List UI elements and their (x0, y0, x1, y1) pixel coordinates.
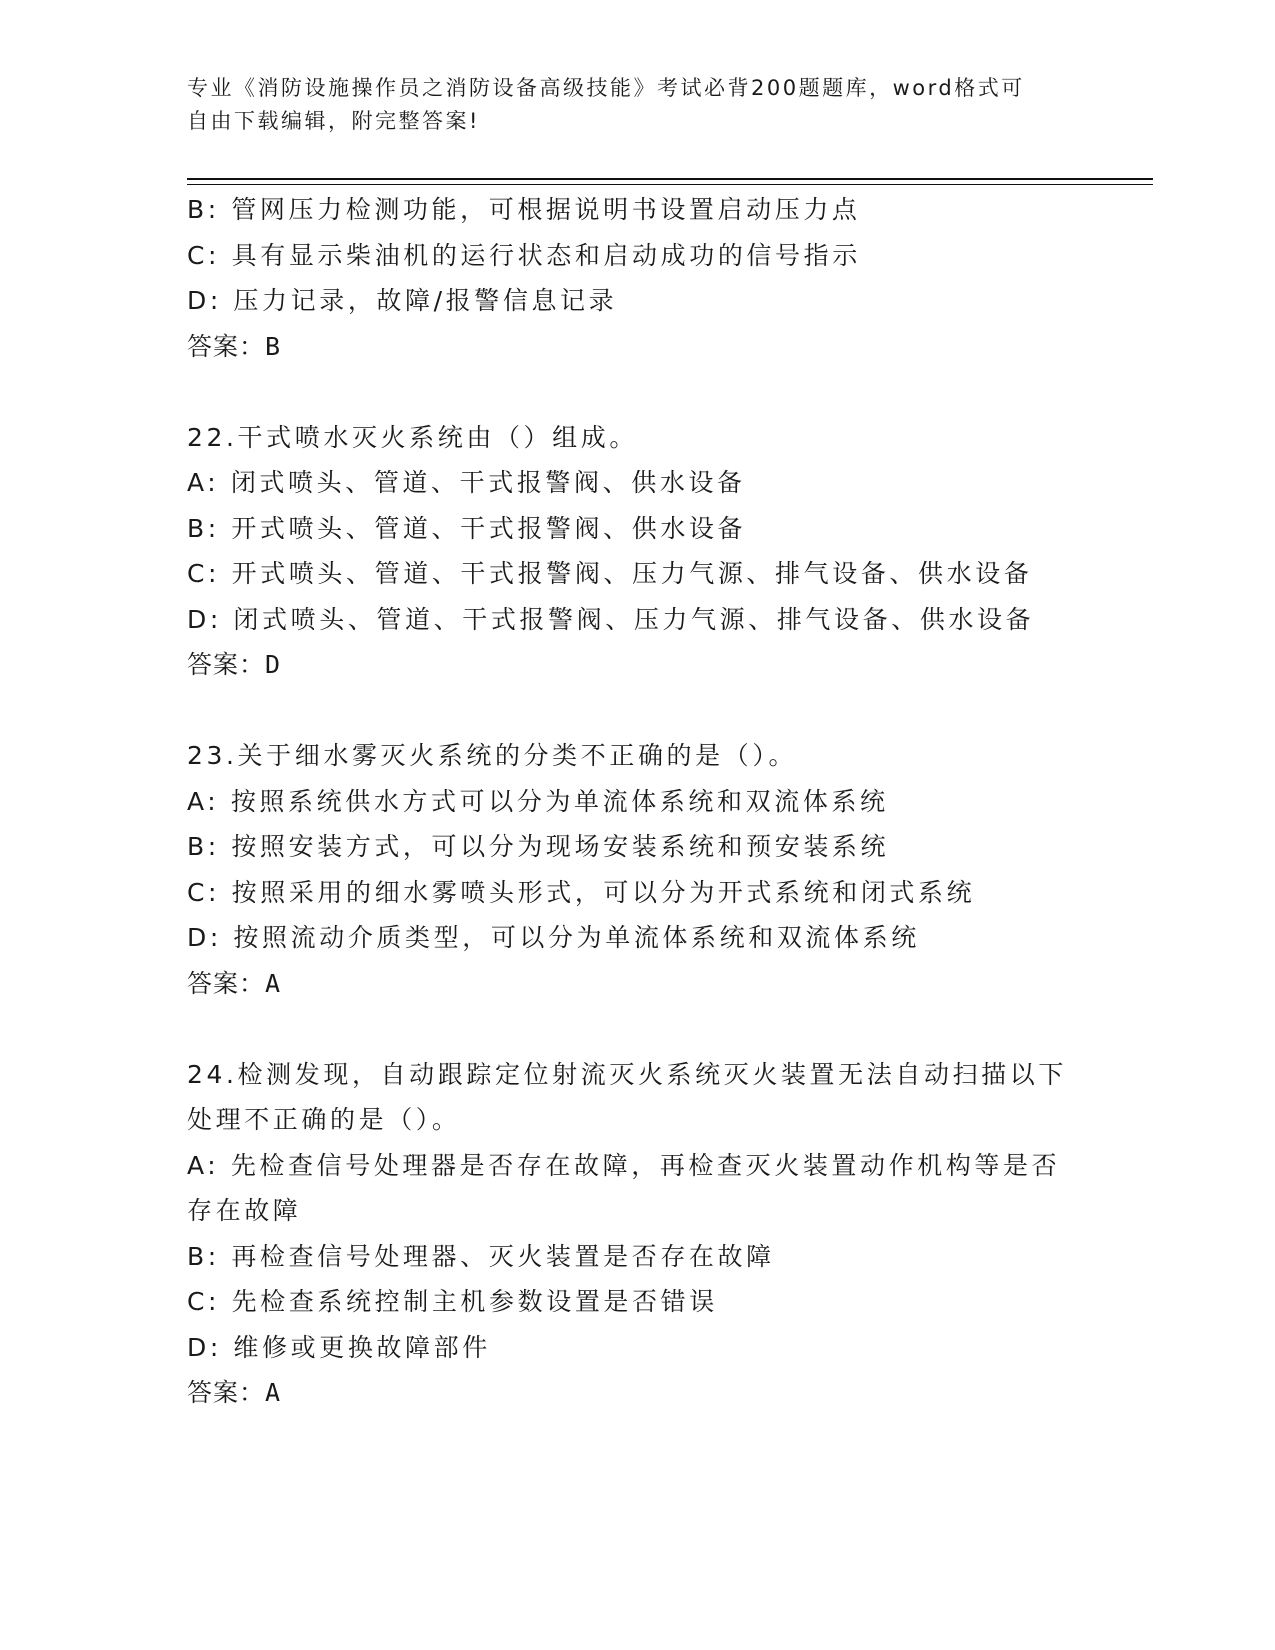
option-c: C: 具有显示柴油机的运行状态和启动成功的信号指示 (187, 240, 861, 270)
answer-label: 答案： (187, 650, 266, 679)
answer-line (187, 1370, 1087, 1416)
header-divider-thick (187, 178, 1153, 180)
question-24 (187, 1052, 1087, 1416)
answer-label: 答案： (187, 1378, 266, 1407)
question-stem: 22.干式喷水灭火系统由（）组成。 (187, 422, 638, 452)
header-divider-thin (187, 184, 1153, 185)
document-header (187, 72, 1067, 138)
option-a-line-2: 存在故障 (187, 1196, 302, 1225)
option-d: D: 闭式喷头、管道、干式报警阀、压力气源、排气设备、供水设备 (187, 604, 1035, 634)
option-b: B: 管网压力检测功能，可根据说明书设置启动压力点 (187, 195, 861, 224)
answer-label: 答案： (187, 331, 266, 361)
question-stem: 23.关于细水雾灭火系统的分类不正确的是（）。 (187, 741, 798, 770)
option-c: C: 开式喷头、管道、干式报警阀、压力气源、排气设备、供水设备 (187, 559, 1033, 588)
answer-value: B (265, 331, 282, 361)
question-stem-line-2: 处理不正确的是（）。 (187, 1105, 461, 1134)
option-c: C: 按照采用的细水雾喷头形式，可以分为开式系统和闭式系统 (187, 877, 976, 907)
answer-value: D (265, 650, 282, 679)
spacer (187, 369, 1087, 415)
option-d: D: 按照流动介质类型，可以分为单流体系统和双流体系统 (187, 923, 920, 952)
spacer (187, 1006, 1087, 1052)
option-a: A: 按照系统供水方式可以分为单流体系统和双流体系统 (187, 786, 889, 816)
question-list (187, 187, 1087, 1416)
question-stem-line-1: 24.检测发现，自动跟踪定位射流灭火系统灭火装置无法自动扫描以下 (187, 1059, 1067, 1089)
option-a: A: 闭式喷头、管道、干式报警阀、供水设备 (187, 468, 746, 497)
answer-line (187, 324, 1087, 370)
option-b: B: 开式喷头、管道、干式报警阀、供水设备 (187, 513, 747, 543)
answer-line (187, 642, 1087, 688)
spacer (187, 688, 1087, 734)
option-b: B: 再检查信号处理器、灭火装置是否存在故障 (187, 1241, 775, 1271)
option-d: D: 压力记录，故障/报警信息记录 (187, 286, 618, 315)
answer-value: A (265, 968, 282, 998)
answer-label: 答案： (187, 968, 266, 998)
question-22 (187, 415, 1087, 688)
question-23 (187, 733, 1087, 1006)
question-21 (187, 187, 1087, 369)
answer-value: A (265, 1378, 282, 1407)
answer-line (187, 961, 1087, 1007)
header-line-1: 专业《消防设施操作员之消防设备高级技能》考试必背200题题库，word格式可 (187, 76, 1025, 100)
option-c: C: 先检查系统控制主机参数设置是否错误 (187, 1287, 718, 1316)
option-a-line-1: A: 先检查信号处理器是否存在故障，再检查灭火装置动作机构等是否 (187, 1150, 1061, 1180)
option-d: D: 维修或更换故障部件 (187, 1332, 491, 1362)
option-b: B: 按照安装方式，可以分为现场安装系统和预安装系统 (187, 832, 890, 861)
header-line-2: 自由下载编辑，附完整答案! (187, 109, 480, 133)
